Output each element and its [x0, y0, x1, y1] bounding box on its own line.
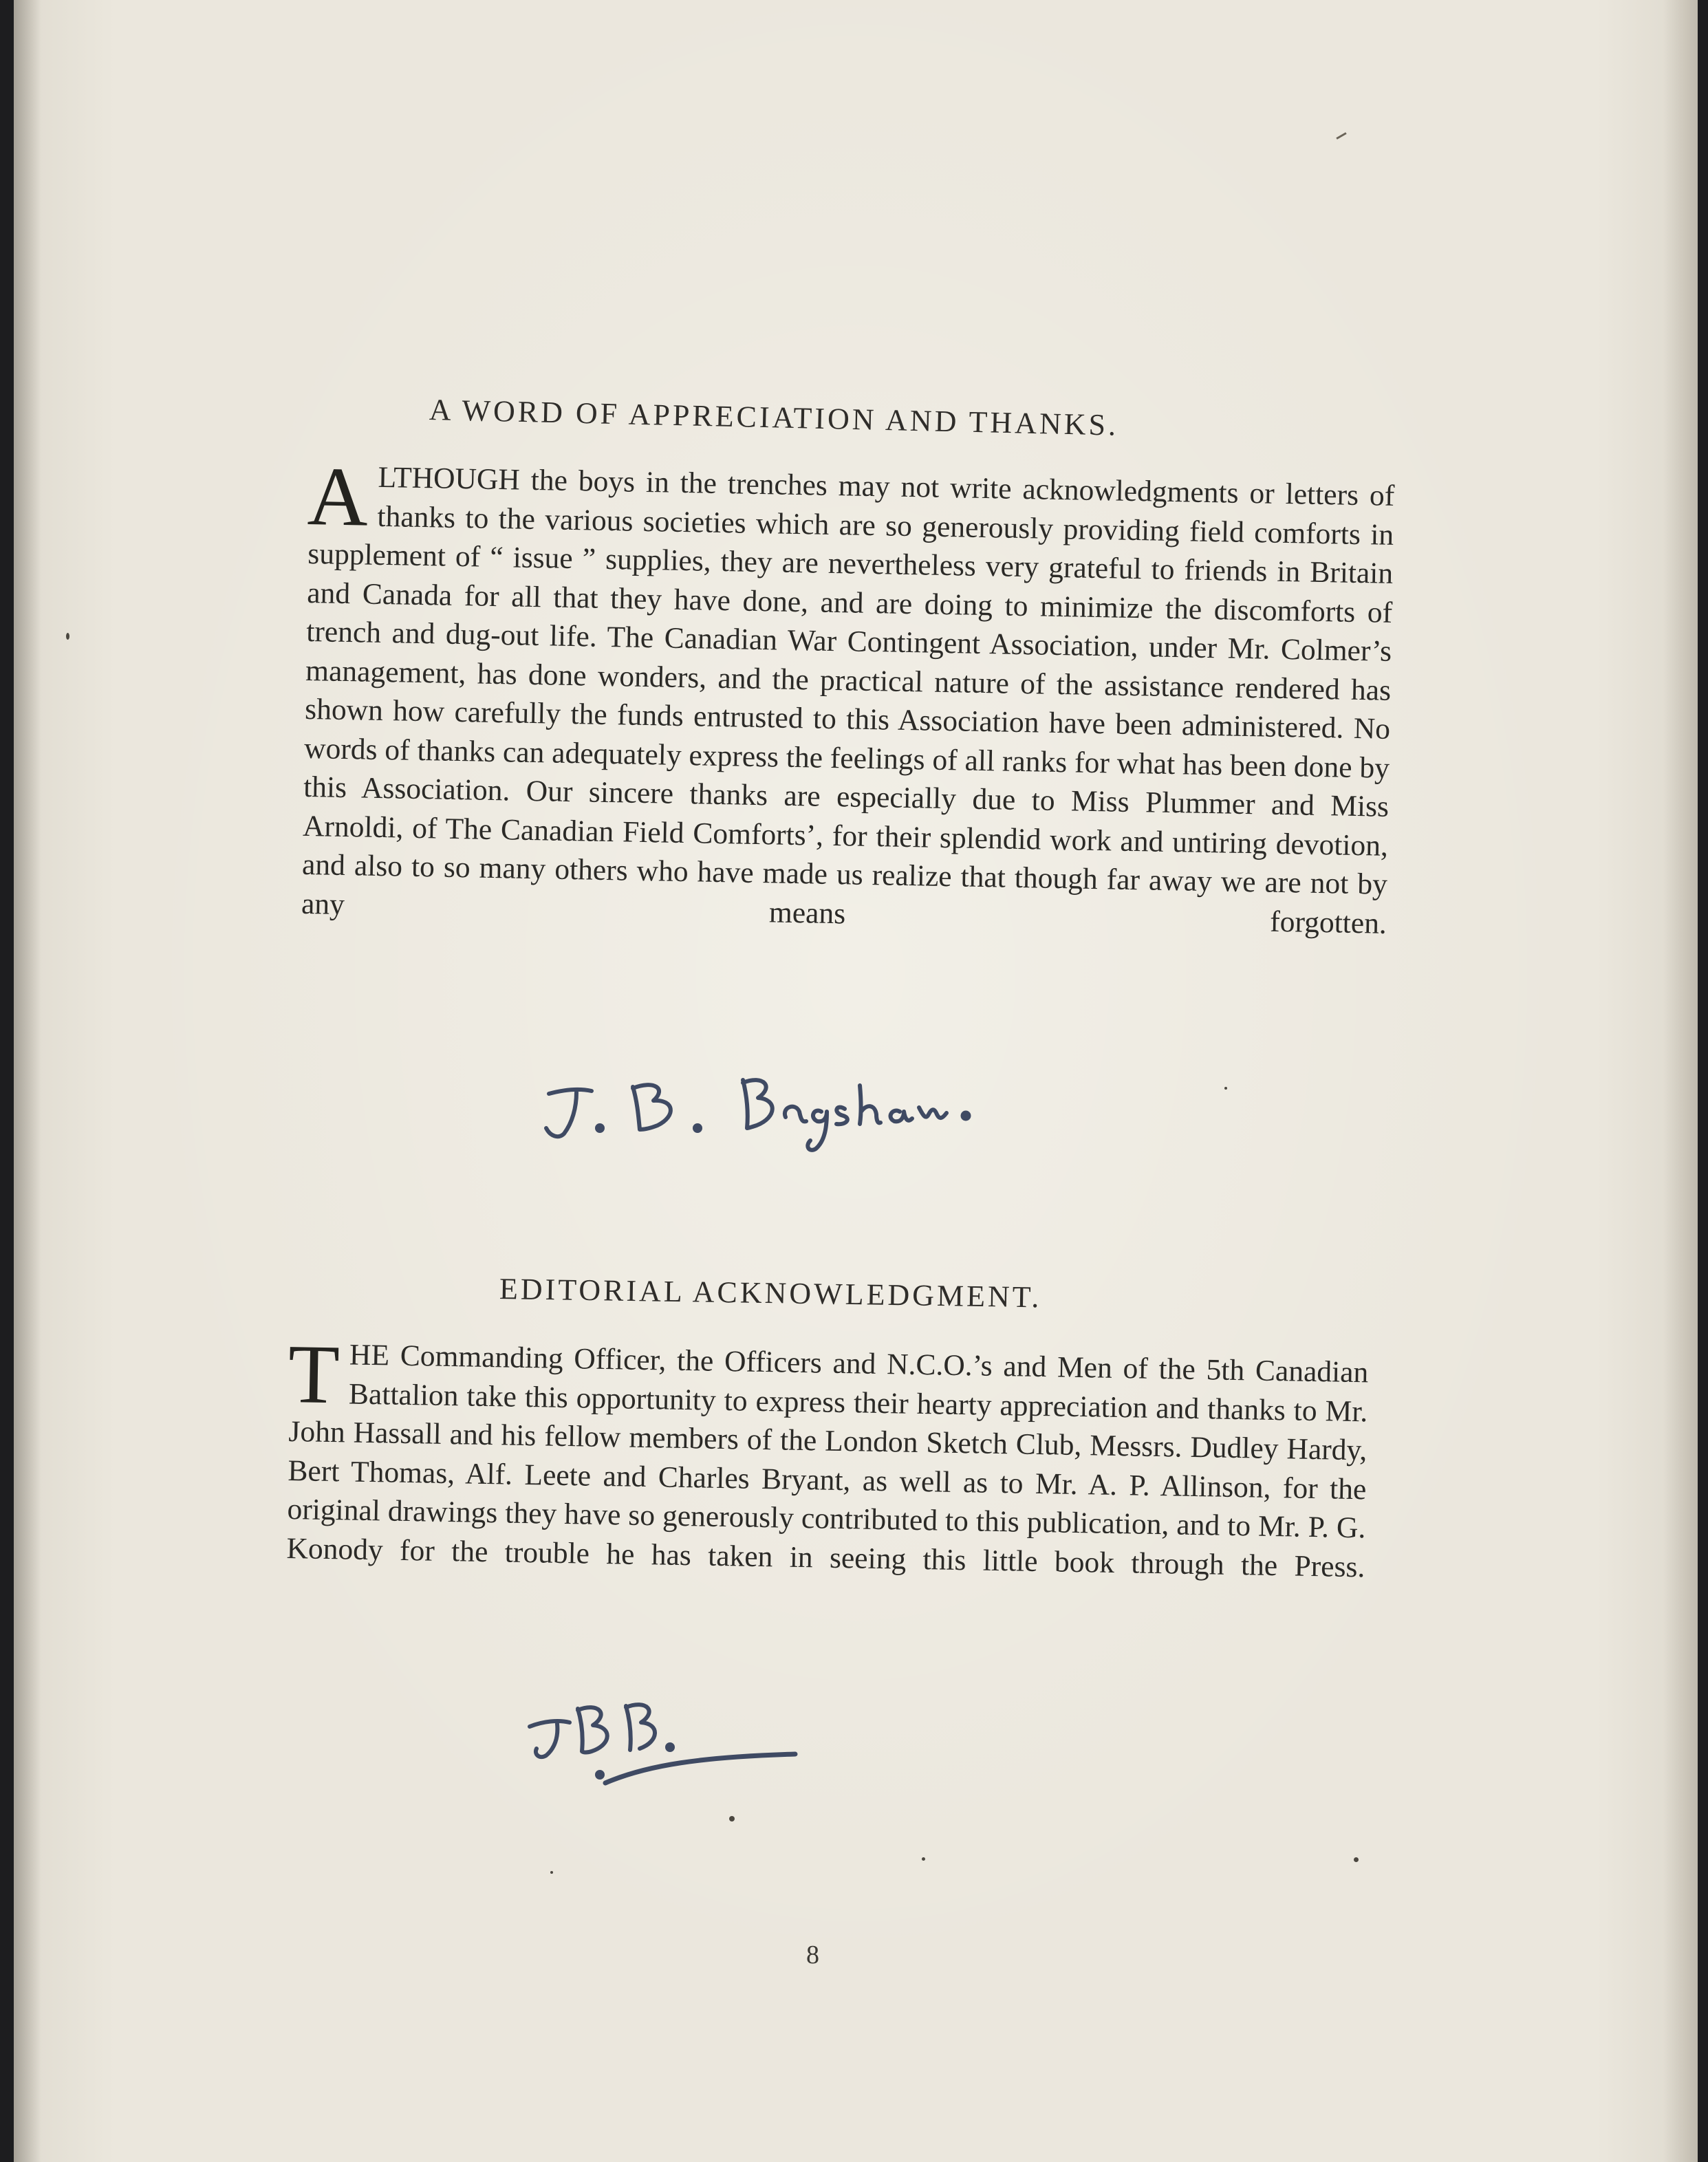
page-edge-shadow [1663, 0, 1698, 2162]
editorial-body-text: HE Commanding Officer, the Officers and N.C.O.’s and Men of the 5th Canadian Battalion take this opportunity to express their hearty appreciation and thanks to Mr. John Hassall and his fellow members of the London Sketch Club, Messrs. Dudley Hardy, Bert Thomas, Alf. Leete and Charles Bryant, as well as to Mr. A. P. Allinson, for the original drawings they have so generously contributed to this publication, and to Mr. P. G. Konody for the trouble he has taken in seeing this little book through the Press. [286, 1338, 1369, 1583]
paper-speck [66, 633, 69, 640]
paper-speck [1354, 1857, 1359, 1862]
paper-speck [922, 1857, 925, 1861]
appreciation-body-text: LTHOUGH the boys in the trenches may not write acknowledgments or letters of thanks to the various societies which are so generously providing field comforts in supplement of “ issue ” supplies, they are nevertheless very grateful to friends in Britain and Canada for all that they have done, and are doing to minimize the discomforts of trench and dug-out life. The Canadian War Contingent Association, under Mr. Colmer’s management, has done wonders, and the practical nature of the assistance rendered has shown how carefully the funds entrusted to this Association have been administered. No words of thanks can adequately express the feelings of all ranks for what has been done by this Association. Our sincere thanks are especially due to Miss Plummer and Miss Arnoldi, of The Canadian Field Comforts’, for their splendid work and untiring devotion, and also to so many others who have made us realize that though far away we are not by any means forgotten. [301, 460, 1395, 940]
bagshaw-signature [537, 1059, 977, 1156]
paper-speck [729, 1816, 735, 1822]
book-page [14, 0, 1698, 2162]
pencil-mark [1336, 132, 1346, 140]
page-number: 8 [806, 1941, 819, 1969]
appreciation-drop-cap: A [306, 449, 369, 544]
initials-signature [523, 1685, 812, 1788]
paper-speck [550, 1871, 553, 1874]
appreciation-heading: A WORD OF APPRECIATION AND THANKS. [429, 393, 1119, 442]
editorial-paragraph [285, 1327, 1369, 1683]
paper-speck [1224, 1087, 1227, 1090]
editorial-drop-cap: T [287, 1327, 340, 1422]
appreciation-paragraph [299, 449, 1395, 1068]
spine-shadow [14, 0, 41, 2162]
editorial-heading: EDITORIAL ACKNOWLEDGMENT. [499, 1272, 1042, 1315]
